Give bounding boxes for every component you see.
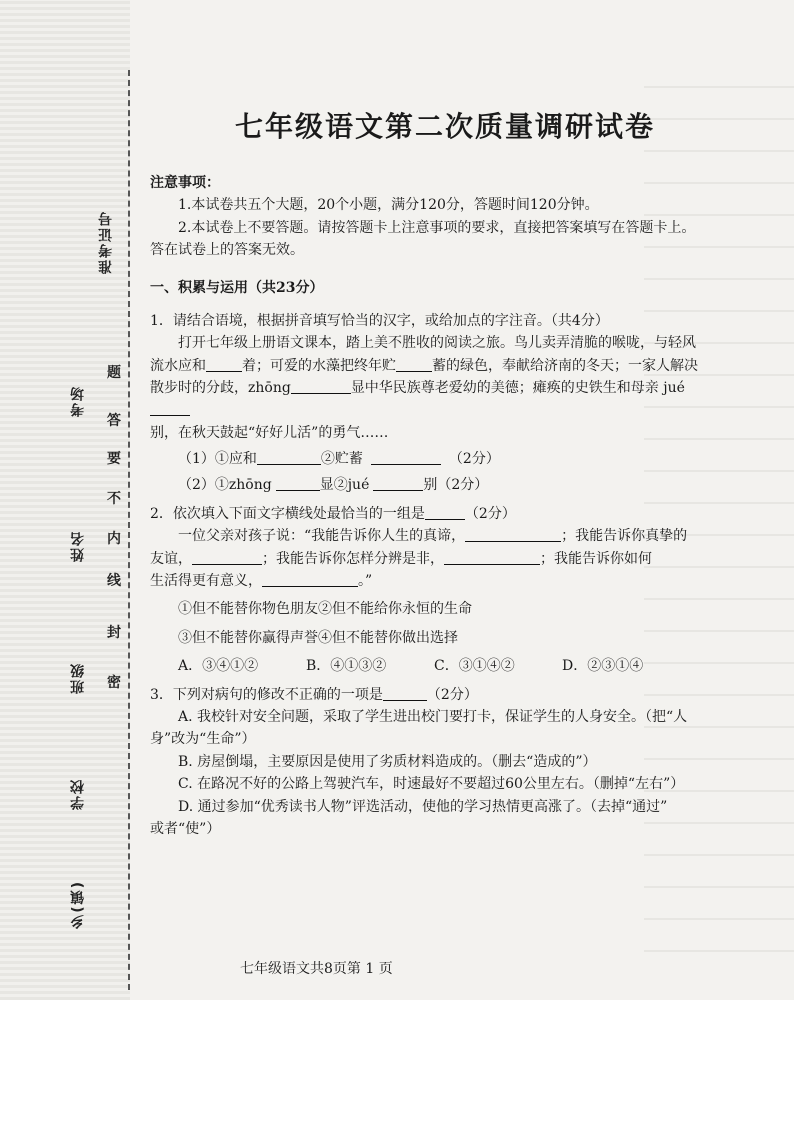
q1-para: 打开七年级上册语文课本，踏上美不胜收的阅读之旅。鸟儿卖弄清脆的喉咙，与轻风	[178, 335, 696, 352]
q3-stem-text: 3．下列对病句的修改不正确的一项是	[150, 686, 383, 703]
q2-para	[150, 570, 710, 592]
notice-item-2-cont: 答在试卷上的答案无效。	[150, 241, 304, 258]
q3-option-a: A. 我校针对安全问题，采取了学生进出校门要打卡，保证学生的人身安全。（把“人	[178, 709, 688, 725]
seal-char: 密	[107, 675, 121, 691]
q1-sub-2	[178, 474, 710, 496]
seal-char: 封	[107, 625, 121, 641]
q2-text: 生活得更有意义，	[150, 573, 262, 590]
seal-char: 答	[107, 413, 121, 429]
q2-text: ；我能告诉你怎样分辨是非，	[262, 550, 444, 567]
q2-options	[178, 655, 710, 677]
seal-char: 要	[107, 451, 121, 467]
q2-option-d: D．②③①④	[562, 658, 644, 675]
q1-text: 蓄的绿色，奉献给济南的冬天；一家人解决	[432, 357, 698, 374]
q3-option-b: B. 房屋倒塌，主要原因是使用了劣质材料造成的。（删去“造成的”）	[178, 753, 597, 770]
name-label: 姓名	[70, 530, 86, 562]
q3-stem	[150, 684, 710, 706]
seal-char: 线	[107, 573, 121, 589]
q3-score: （2分）	[426, 686, 478, 703]
q1-sub-text: ②贮蓄	[320, 451, 363, 468]
notice-item-2: 2.本试卷上不要答题。请按答题卡上注意事项的要求，直接把答案填写在答题卡上。	[178, 219, 696, 236]
school-label: 学校	[70, 778, 86, 810]
q3-option-d: D. 通过参加“优秀读书人物”评选活动，使他的学习热情更高涨了。（去掉“通过”	[178, 798, 668, 815]
answer-blank	[192, 550, 262, 565]
q2-text: ；我能告诉你如何	[540, 550, 652, 567]
q1-sub-text: （2）①zhōng	[178, 477, 272, 494]
town-label: 乡(镇)	[70, 880, 86, 929]
exam-number-label: 准考证号	[98, 210, 114, 274]
q1-para-line	[150, 377, 710, 422]
q3-option-d-cont: 或者“使”）	[150, 820, 221, 837]
q2-text: 一位父亲对孩子说：“我能告诉你人生的真谛，	[178, 528, 466, 545]
answer-blank	[257, 450, 321, 465]
answer-blank	[396, 357, 432, 372]
q1-sub-text: 别（2分）	[423, 477, 489, 494]
q1-para-line: 别，在秋天鼓起“好好儿活”的勇气……	[150, 424, 389, 441]
exam-room-label: 考场	[70, 385, 86, 417]
q2-text: 友谊，	[150, 550, 192, 567]
q1-score: （2分）	[448, 451, 500, 468]
answer-blank	[465, 527, 561, 542]
q1-text: 显中华民族尊老爱幼的美德；瘫痪的史铁生和母亲 jué	[350, 379, 685, 396]
answer-blank	[371, 450, 441, 465]
class-label: 班级	[70, 662, 86, 694]
seal-char: 内	[107, 531, 121, 547]
q1-text: 着；可爱的水藻把终年贮	[242, 357, 396, 374]
answer-blank	[262, 572, 358, 587]
q2-choice-1: ①但不能替你物色朋友②但不能给你永恒的生命	[178, 601, 472, 618]
q2-para	[150, 525, 710, 547]
answer-blank	[444, 550, 540, 565]
q2-option-b: B．④①③②	[306, 658, 387, 675]
q1-text: 散步时的分歧，zhōng	[150, 379, 291, 396]
q2-score: （2分）	[464, 505, 516, 522]
answer-blank	[383, 686, 427, 701]
page-title: 七年级语文第二次质量调研试卷	[234, 110, 655, 143]
page-footer: 七年级语文共8页第 1 页	[240, 961, 393, 977]
q2-stem	[150, 503, 710, 525]
binding-margin	[0, 0, 130, 1000]
q1-para-line	[150, 355, 710, 377]
answer-blank	[291, 379, 351, 394]
seal-char: 不	[107, 491, 121, 507]
q1-sub-text: 显②jué	[319, 477, 370, 494]
q2-para	[150, 548, 710, 570]
q2-text: ；我能告诉你真挚的	[561, 528, 688, 545]
answer-blank	[206, 357, 242, 372]
notice-heading: 注意事项：	[150, 174, 220, 191]
exam-content	[150, 95, 710, 840]
q1-sub-1	[178, 448, 710, 470]
binding-dashed-line	[128, 70, 130, 990]
q2-option-c: C．③①④②	[434, 658, 515, 675]
answer-blank	[425, 505, 465, 520]
q1-stem: 1．请结合语境，根据拼音填写恰当的汉字，或给加点的字注音。（共4分）	[150, 312, 609, 329]
q2-stem-text: 2．依次填入下面文字横线处最恰当的一组是	[150, 505, 425, 522]
seal-char: 题	[107, 365, 121, 381]
q3-option-c: C. 在路况不好的公路上驾驶汽车，时速最好不要超过60公里左右。（删掉“左右”）	[178, 776, 685, 793]
answer-blank	[373, 476, 423, 491]
q2-option-a: A．③④①②	[178, 658, 259, 675]
answer-blank	[276, 476, 320, 491]
q3-option-a-cont: 身”改为“生命”）	[150, 731, 256, 748]
section-1-heading: 一、积累与运用（共23分）	[150, 280, 324, 297]
q1-sub-text: （1）①应和	[178, 451, 257, 468]
notice-item-1: 1.本试卷共五个大题，20个小题，满分120分，答题时间120分钟。	[178, 197, 599, 214]
q2-choice-2: ③但不能替你赢得声誉④但不能替你做出选择	[178, 629, 458, 646]
q2-text: 。”	[358, 573, 373, 590]
q1-text: 流水应和	[150, 357, 206, 374]
answer-blank	[150, 401, 190, 416]
